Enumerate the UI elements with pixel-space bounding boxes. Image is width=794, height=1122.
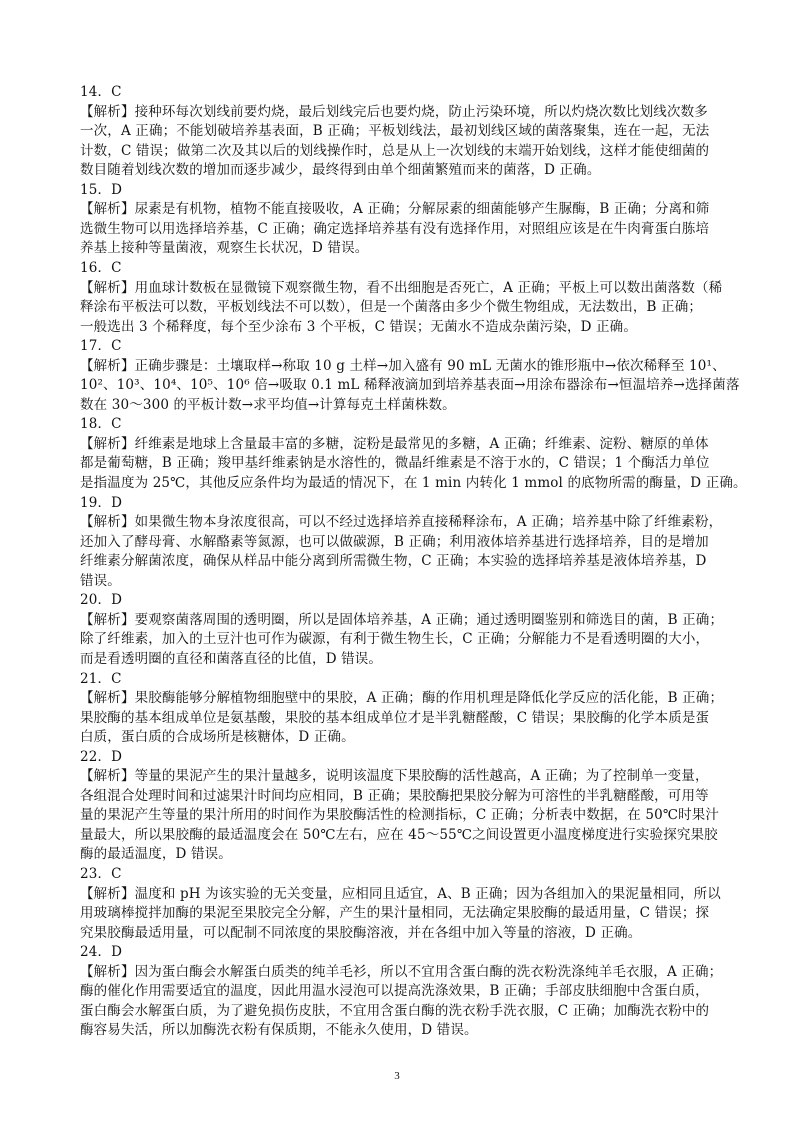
- question-answer-line: 24．D: [80, 944, 123, 961]
- explanation-line: 一次，A 正确；不能划破培养基表面，B 正确；平板划线法，最初划线区域的菌落聚集，连在一起，无法: [80, 123, 710, 140]
- page-number: 3: [394, 1070, 400, 1082]
- question-answer-line: 19．D: [80, 494, 123, 511]
- question-answer-line: 18．C: [80, 416, 122, 433]
- explanation-line: 10²、10³、10⁴、10⁵、10⁶ 倍→吸取 0.1 mL 稀释液滴加到培养基表面→用涂布器涂布→恒温培养→选择菌落: [80, 377, 740, 394]
- explanation-line: 一般选出 3 个稀释度，每个至少涂布 3 个平板，C 错误；无菌水不造成杂菌污染，D 正确。: [80, 318, 637, 335]
- explanation-line: 除了纤维素，加入的土豆汁也可作为碳源，有利于微生物生长，C 正确；分解能力不是看透明圈的大小，: [80, 631, 710, 648]
- explanation-line: 都是葡萄糖，B 正确；羧甲基纤维素钠是水溶性的，微晶纤维素是不溶于水的，C 错误；1 个酶活力单位: [80, 455, 710, 472]
- explanation-line: 【解析】等量的果泥产生的果汁量越多，说明该温度下果胶酶的活性越高，A 正确；为了控制单一变量，: [80, 768, 709, 785]
- explanation-line: 【解析】果胶酶能够分解植物细胞壁中的果胶，A 正确；酶的作用机理是降低化学反应的活化能，B 正确；: [80, 690, 724, 707]
- explanation-line: 酶的最适温度，D 错误。: [80, 846, 232, 863]
- explanation-line: 【解析】温度和 pH 为该实验的无关变量，应相同且适宜，A、B 正确；因为各组加入的果泥量相同，所以: [80, 885, 721, 902]
- question-answer-line: 15．D: [80, 181, 123, 198]
- explanation-line: 纤维素分解菌浓度，确保从样品中能分离到所需微生物，C 正确；本实验的选择培养基是液体培养基，D: [80, 553, 707, 570]
- explanation-line: 【解析】因为蛋白酶会水解蛋白质类的纯羊毛衫，所以不宜用含蛋白酶的洗衣粉洗涤纯羊毛衣服，A 正确；: [80, 963, 723, 980]
- explanation-line: 选微生物可以用选择培养基，C 正确；确定选择培养基有没有选择作用，对照组应该是在牛肉膏蛋白胨培: [80, 220, 710, 237]
- explanation-line: 酶的催化作用需要适宜的温度，因此用温水浸泡可以提高洗涤效果，B 正确；手部皮肤细胞中含蛋白质，: [80, 983, 709, 1000]
- explanation-line: 【解析】用血球计数板在显微镜下观察微生物，看不出细胞是否死亡，A 正确；平板上可以数出菌落数（稀: [80, 279, 723, 296]
- explanation-line: 还加入了酵母膏、水解酪素等氮源，也可以做碳源，B 正确；利用液体培养基进行选择培养，目的是增加: [80, 533, 709, 550]
- explanation-line: 用玻璃棒搅拌加酶的果泥至果胶完全分解，产生的果汁量相同，无法确定果胶酶的最适用量，C 错误；探: [80, 905, 710, 922]
- question-answer-line: 20．D: [80, 592, 123, 609]
- explanation-line: 果胶酶的基本组成单位是氨基酸，果胶的基本组成单位才是半乳糖醛酸，C 错误；果胶酶的化学本质是蛋: [80, 709, 710, 726]
- question-answer-line: 22．D: [80, 748, 123, 765]
- explanation-line: 各组混合处理时间和过滤果汁时间均应相同，B 正确；果胶酶把果胶分解为可溶性的半乳糖醛酸，可用等: [80, 787, 709, 804]
- question-answer-line: 17．C: [80, 338, 122, 355]
- explanation-line: 【解析】接种环每次划线前要灼烧，最后划线完后也要灼烧，防止污染环境，所以灼烧次数比划线次数多: [80, 103, 708, 120]
- explanation-line: 酶容易失活，所以加酶洗衣粉有保质期，不能永久使用，D 错误。: [80, 1022, 478, 1039]
- question-answer-line: 23．C: [80, 866, 122, 882]
- explanation-line: 养基上接种等量菌液，观察生长状况，D 错误。: [80, 240, 369, 257]
- question-answer-line: 16．C: [80, 259, 122, 276]
- explanation-line: 数目随着划线次数的增加而逐步减少，最终得到由单个细菌繁殖而来的菌落，D 正确。: [80, 162, 601, 179]
- explanation-line: 【解析】要观察菌落周围的透明圈，所以是固体培养基，A 正确；通过透明圈鉴别和筛选目的菌，B 正确；: [80, 611, 724, 628]
- explanation-line: 白质，蛋白质的合成场所是核糖体，D 正确。: [80, 729, 355, 746]
- question-answer-line: 14．C: [80, 84, 122, 100]
- explanation-line: 释涂布平板法可以数，平板划线法不可以数），但是一个菌落由多少个微生物组成，无法数出，B 正确；: [80, 299, 703, 316]
- explanation-line: 而是看透明圈的直径和菌落直径的比值，D 错误。: [80, 650, 383, 667]
- explanation-line: 【解析】正确步骤是：土壤取样→称取 10 g 土样→加入盛有 90 mL 无菌水的锥形瓶中→依次稀释至 10¹、: [80, 357, 726, 374]
- explanation-line: 错误。: [80, 572, 121, 589]
- explanation-line: 量最大，所以果胶酶的最适温度会在 50℃左右，应在 45～55℃之间设置更小温度梯度进行实验探究果胶: [80, 826, 718, 843]
- explanation-line: 【解析】尿素是有机物，植物不能直接吸收，A 正确；分解尿素的细菌能够产生脲酶，B 正确；分离和筛: [80, 201, 710, 218]
- explanation-line: 究果胶酶最适用量，可以配制不同浓度的果胶酶溶液，并在各组中加入等量的溶液，D 正确。: [80, 924, 642, 941]
- explanation-line: 数在 30～300 的平板计数→求平均值→计算每克土样菌株数。: [80, 396, 456, 413]
- explanation-line: 【解析】如果微生物本身浓度很高，可以不经过选择培养直接稀释涂布，A 正确；培养基中除了纤维素粉，: [80, 514, 723, 531]
- explanation-line: 是指温度为 25℃，其他反应条件均为最适的情况下，在 1 min 内转化 1 mmol 的底物所需的酶量，D 正确。: [80, 475, 747, 491]
- explanation-line: 【解析】纤维素是地球上含量最丰富的多糖，淀粉是最常见的多糖，A 正确；纤维素、淀粉、糖原的单体: [80, 435, 709, 452]
- explanation-line: 量的果泥产生等量的果汁所用的时间作为果胶酶活性的检测指标，C 正确；分析表中数据，在 50℃时果汁: [80, 807, 720, 824]
- question-answer-line: 21．C: [80, 670, 122, 687]
- explanation-line: 计数，C 错误；做第二次及其以后的划线操作时，总是从上一次划线的末端开始划线，这样才能使细菌的: [80, 142, 710, 159]
- explanation-line: 蛋白酶会水解蛋白质，为了避免损伤皮肤，不宜用含蛋白酶的洗衣粉手洗衣服，C 正确；加酶洗衣粉中的: [80, 1002, 710, 1019]
